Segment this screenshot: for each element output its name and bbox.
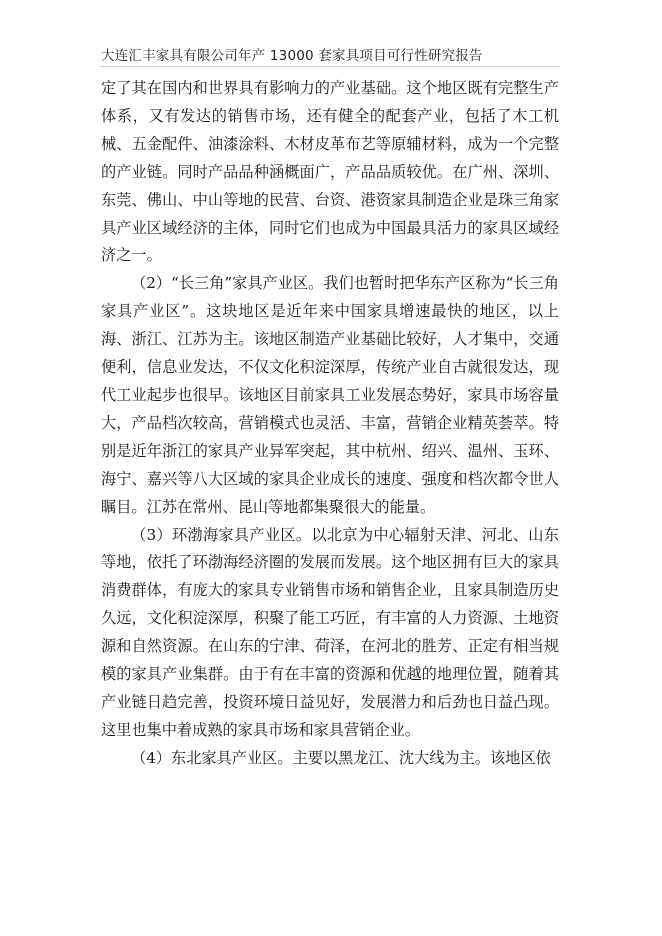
paragraph-pearl-river-delta-continued: 定了其在国内和世界具有影响力的产业基础。这个地区既有完整生产体系，又有发达的销售市场，还有健全的配套产业，包括了木工机械、五金配件、油漆涂料、木材皮革布艺等原辅材料，成为一个完整的产业链。同时产品品种涵概面广，产品品质较优。在广州、深圳、东莞、佛山、中山等地的民营、台资、港资家具制造企业是珠三角家具产业区域经济的主体，同时它们也成为中国最具活力的家具区域经济之一。: [101, 79, 559, 265]
document-body: [101, 75, 559, 773]
paragraph-bohai-rim: （3）环渤海家具产业区。以北京为中心辐射天津、河北、山东等地，依托了环渤海经济圈的发展而发展。这个地区拥有巨大的家具消费群体，有庞大的家具专业销售市场和销售企业，且家具制造历史久远，文化积淀深厚，积聚了能工巧匠，有丰富的人力资源、土地资源和自然资源。在山东的宁津、荷泽，在河北的胜芳、正定有相当规模的家具产业集群。由于有在丰富的资源和优越的地理位置，随着其产业链日趋完善，投资环境日益见好，发展潜力和后劲也日益凸现。这里也集中着成熟的家具市场和家具营销企业。: [101, 525, 559, 739]
page-header: 大连汇丰家具有限公司年产 13000 套家具项目可行性研究报告: [101, 48, 483, 64]
paragraph-northeast: （4）东北家具产业区。主要以黑龙江、沈大线为主。该地区依: [131, 748, 551, 767]
paragraph-yangtze-river-delta: （2）“长三角”家具产业区。我们也暂时把华东产区称为“长三角家具产业区”。这块地区是近年来中国家具增速最快的地区，以上海、浙江、江苏为主。该地区制造产业基础比较好，人才集中，交通便利，信息业发达，不仅文化积淀深厚，传统产业自古就很发达，现代工业起步也很早。该地区目前家具工业发展态势好，家具市场容量大，产品档次较高，营销模式也灵活、丰富，营销企业精英荟萃。特别是近年浙江的家具产业异军突起，其中杭州、绍兴、温州、玉环、海宁、嘉兴等八大区域的家具企业成长的速度、强度和档次都令世人瞩目。江苏在常州、昆山等地都集聚很大的能量。: [101, 274, 559, 516]
header-divider: [100, 66, 560, 67]
